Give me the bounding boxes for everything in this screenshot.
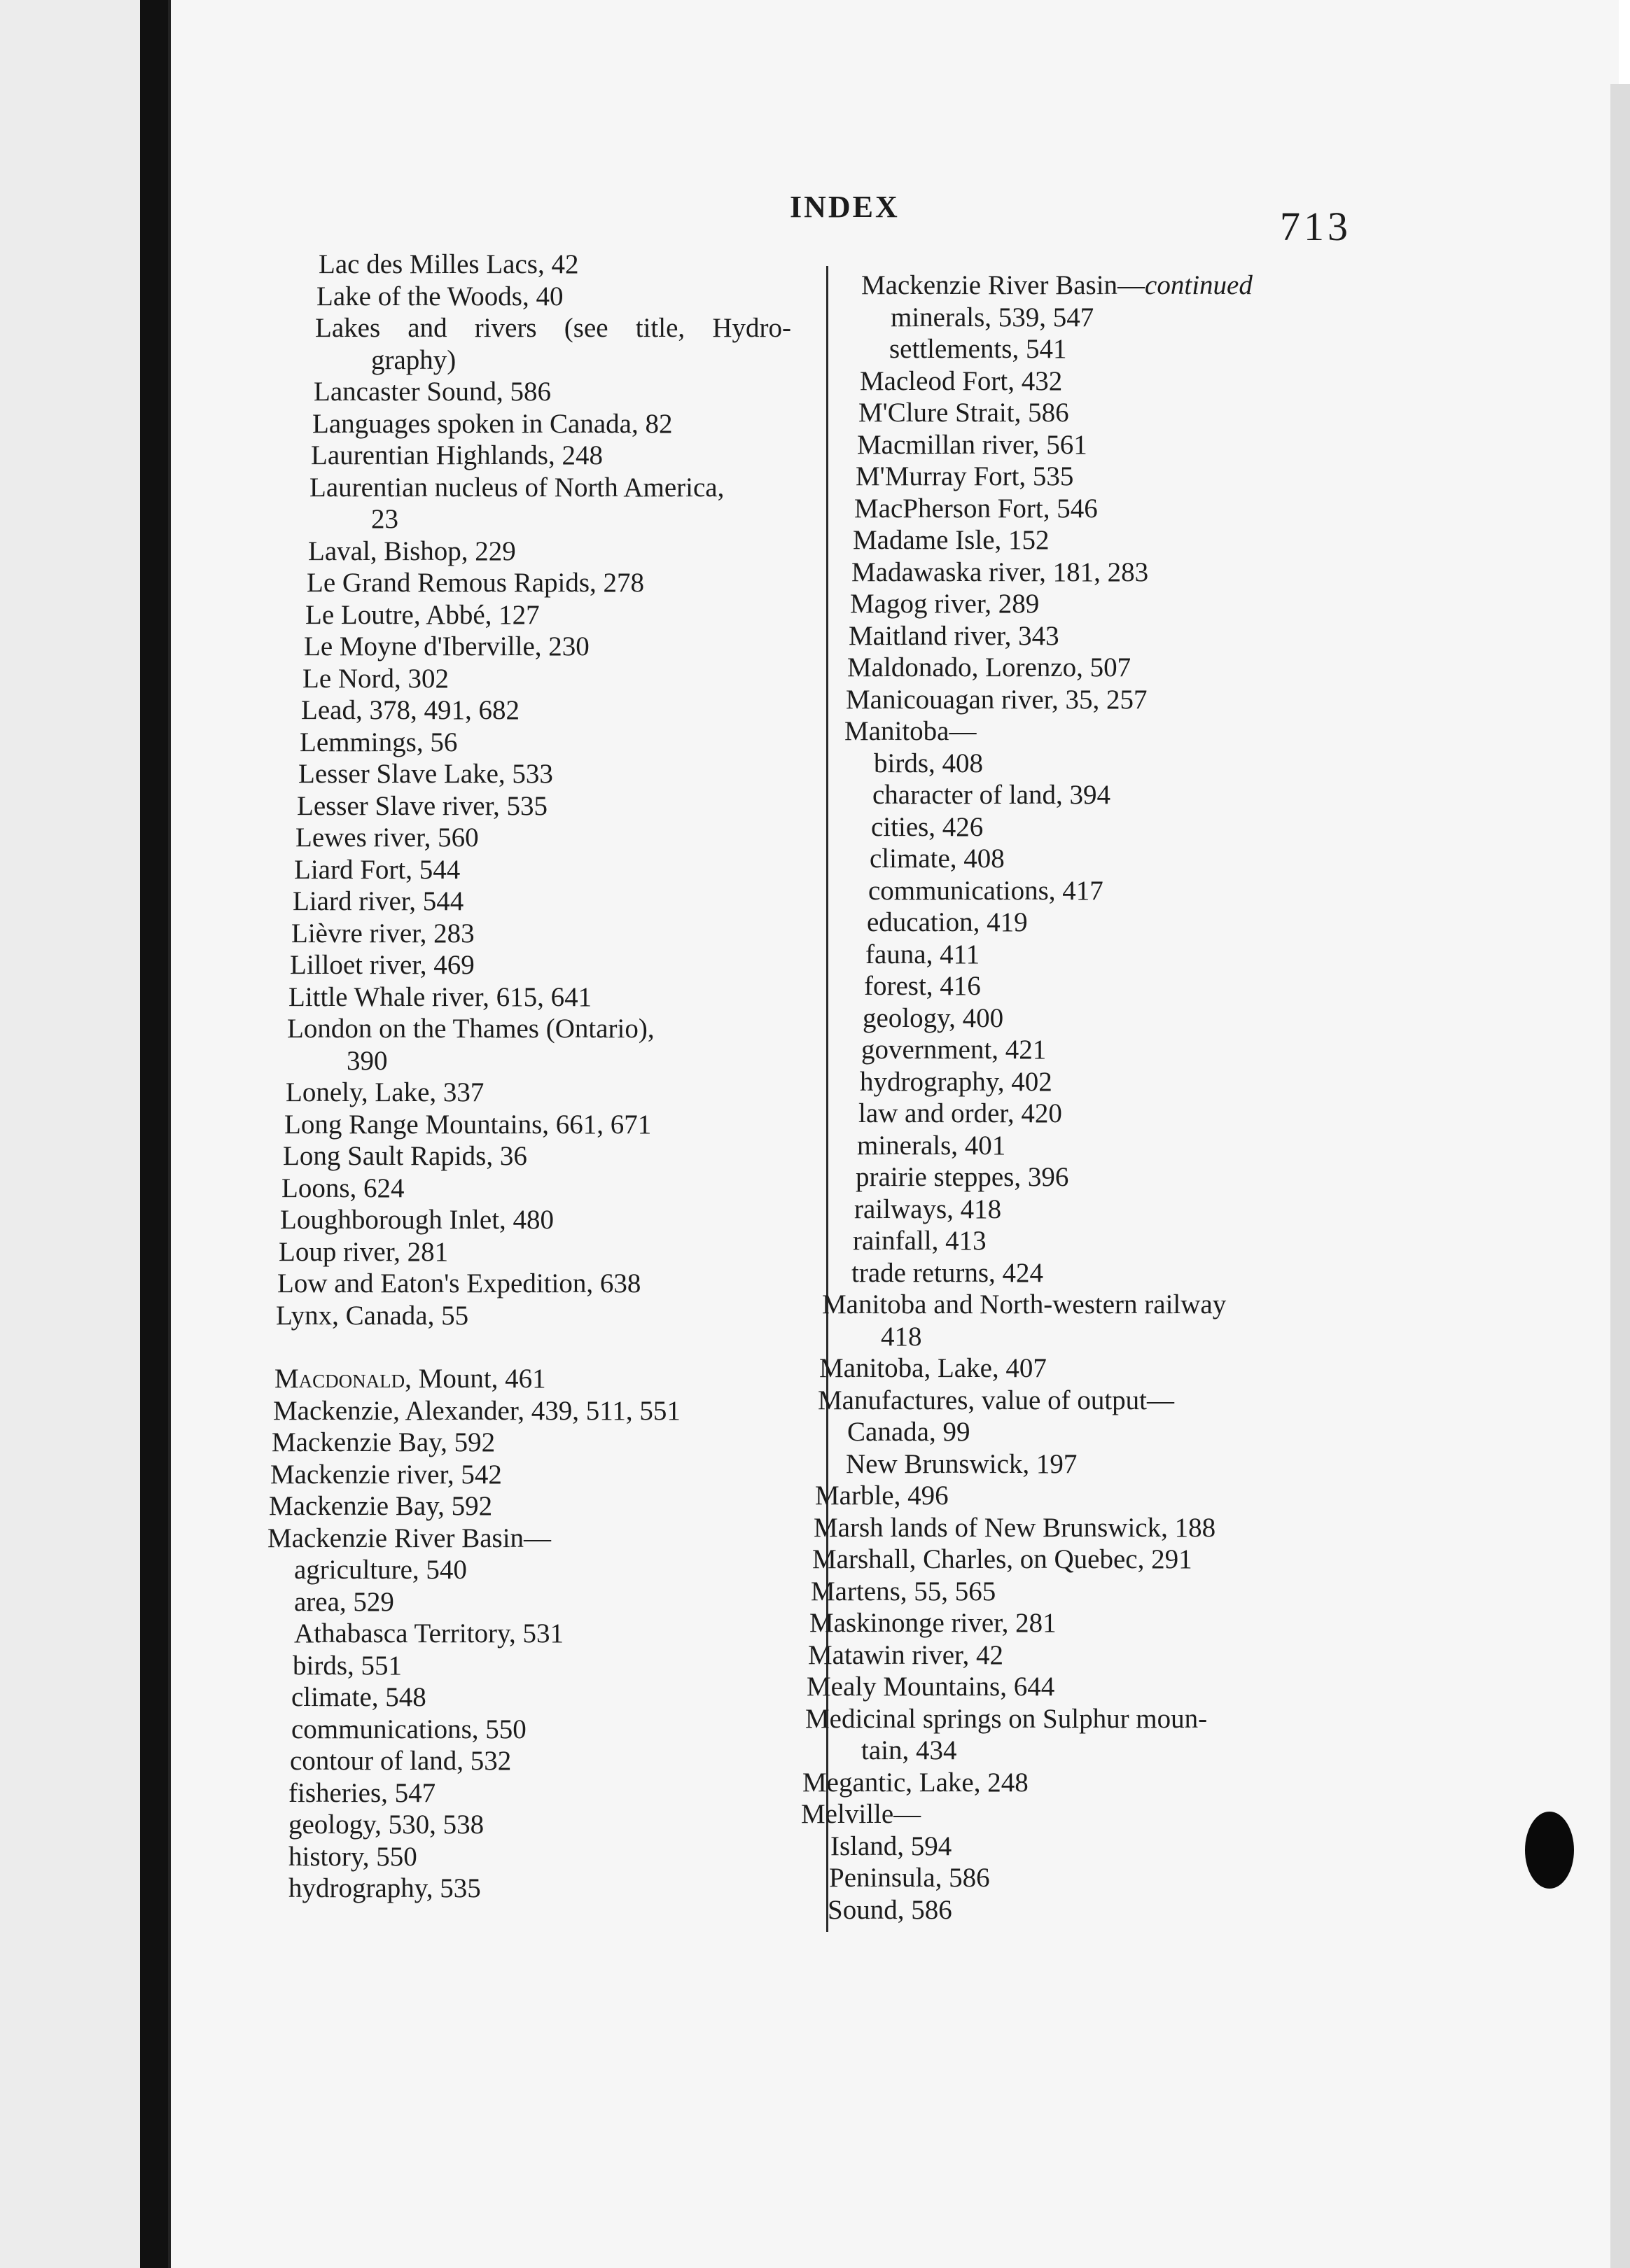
index-entry: Lilloet river, 469 <box>290 950 475 980</box>
index-entry: fauna, 411 <box>865 939 980 969</box>
page-number: 713 <box>1280 204 1351 249</box>
index-entry: minerals, 539, 547 <box>891 302 1094 332</box>
index-column-right <box>791 270 1386 1926</box>
index-entry: Le Moyne d'Iberville, 230 <box>304 631 590 662</box>
index-entry: 390 <box>347 1045 388 1076</box>
index-entry: Laurentian Highlands, 248 <box>311 440 603 470</box>
index-entry: London on the Thames (Ontario), <box>287 1014 655 1044</box>
index-entry: Lead, 378, 491, 682 <box>301 695 520 725</box>
index-entry: Lonely, Lake, 337 <box>286 1077 485 1107</box>
index-entry: Marsh lands of New Brunswick, 188 <box>814 1512 1216 1543</box>
index-entry: Loons, 624 <box>281 1172 405 1203</box>
index-entry: character of land, 394 <box>872 780 1110 810</box>
index-entry: Lancaster Sound, 586 <box>314 377 552 407</box>
index-entry: prairie steppes, 396 <box>856 1162 1069 1192</box>
index-entry: Loup river, 281 <box>279 1236 449 1267</box>
entry-head-smallcaps: Macdonald <box>274 1364 405 1394</box>
index-entry: Magog river, 289 <box>850 589 1040 619</box>
index-entry: climate, 548 <box>291 1682 426 1712</box>
index-entry: area, 529 <box>294 1586 394 1617</box>
index-entry: settlements, 541 <box>889 334 1067 364</box>
index-entry: Madame Isle, 152 <box>853 525 1050 555</box>
index-entry: Languages spoken in Canada, 82 <box>312 408 673 439</box>
index-entry: education, 419 <box>867 907 1028 937</box>
index-entry: Manitoba, Lake, 407 <box>819 1353 1047 1383</box>
index-entry: M'Murray Fort, 535 <box>856 461 1074 491</box>
index-entry: Manitoba— <box>844 716 977 746</box>
index-entry: birds, 408 <box>874 748 983 778</box>
index-entry: Mackenzie Bay, 592 <box>272 1427 496 1457</box>
entry-italic-continued: continued <box>1145 270 1253 300</box>
index-entry: Sound, 586 <box>828 1894 952 1925</box>
index-entry: Manicouagan river, 35, 257 <box>846 684 1148 715</box>
index-entry: Mackenzie River Basin— <box>267 1522 552 1553</box>
index-entry: Loughborough Inlet, 480 <box>280 1205 555 1235</box>
index-entry: graphy) <box>371 344 457 375</box>
index-entry: Maldonado, Lorenzo, 507 <box>847 652 1131 682</box>
index-entry: Lesser Slave Lake, 533 <box>298 759 553 789</box>
index-entry: Long Sault Rapids, 36 <box>283 1141 527 1171</box>
index-entry: Little Whale river, 615, 641 <box>288 981 592 1012</box>
scan-background <box>0 0 162 2268</box>
index-entry: Le Grand Remous Rapids, 278 <box>307 568 645 598</box>
index-entry: Lemmings, 56 <box>300 727 458 757</box>
index-entry: Mackenzie, Alexander, 439, 511, 551 <box>273 1395 681 1426</box>
index-entry: Madawaska river, 181, 283 <box>851 556 1149 587</box>
index-entry: Mealy Mountains, 644 <box>807 1672 1055 1702</box>
index-entry: Lakes and rivers (see title, Hydro- <box>315 313 791 343</box>
index-entry: tain, 434 <box>861 1735 957 1765</box>
index-entry: MacPherson Fort, 546 <box>854 493 1098 524</box>
index-entry: Manufactures, value of output— <box>818 1385 1175 1415</box>
binding-hole <box>1525 1812 1574 1889</box>
entry-rest: , Mount, 461 <box>405 1364 546 1394</box>
index-entry: geology, 530, 538 <box>288 1809 485 1840</box>
index-entry: Le Nord, 302 <box>302 663 450 694</box>
index-entry: Marshall, Charles, on Quebec, 291 <box>812 1544 1192 1574</box>
index-entry: geology, 400 <box>863 1002 1004 1033</box>
index-entry: Maskinonge river, 281 <box>809 1608 1057 1638</box>
index-entry: forest, 416 <box>864 971 981 1001</box>
index-entry: Lynx, Canada, 55 <box>276 1300 469 1331</box>
index-entry: M'Clure Strait, 586 <box>858 398 1069 428</box>
index-entry: cities, 426 <box>871 811 984 842</box>
index-entry <box>266 1363 812 1395</box>
index-entry: 23 <box>371 504 398 534</box>
index-entry: communications, 417 <box>868 875 1103 906</box>
index-entry: Manitoba and North-western railway <box>822 1289 1227 1320</box>
index-entry: agriculture, 540 <box>294 1555 467 1585</box>
index-entry: New Brunswick, 197 <box>846 1448 1078 1479</box>
index-entry: Long Range Mountains, 661, 671 <box>284 1109 652 1140</box>
index-entry: hydrography, 402 <box>860 1066 1052 1097</box>
running-head: INDEX <box>790 190 900 224</box>
index-entry: trade returns, 424 <box>851 1257 1043 1288</box>
index-entry: contour of land, 532 <box>290 1746 512 1776</box>
index-entry: minerals, 401 <box>857 1130 1006 1161</box>
index-entry: Liard Fort, 544 <box>294 854 461 885</box>
index-entry: Megantic, Lake, 248 <box>802 1767 1029 1798</box>
index-entry: Lac des Milles Lacs, 42 <box>319 249 579 279</box>
index-column-left <box>266 248 812 1905</box>
index-entry: Martens, 55, 565 <box>811 1576 996 1606</box>
index-entry: 418 <box>881 1321 922 1352</box>
page-edge-shadow <box>1610 84 1630 2268</box>
index-entry: Medicinal springs on Sulphur moun- <box>805 1703 1208 1734</box>
index-entry: Lake of the Woods, 40 <box>316 281 564 312</box>
index-entry: Matawin river, 42 <box>808 1639 1003 1670</box>
index-entry: Low and Eaton's Expedition, 638 <box>277 1268 641 1298</box>
index-entry: rainfall, 413 <box>853 1226 987 1256</box>
index-entry: climate, 408 <box>870 844 1005 874</box>
index-entry: Peninsula, 586 <box>829 1863 990 1893</box>
index-entry: Lièvre river, 283 <box>291 918 475 948</box>
index-entry: Macleod Fort, 432 <box>860 365 1063 396</box>
index-entry: Laval, Bishop, 229 <box>308 536 516 566</box>
index-entry: law and order, 420 <box>858 1098 1062 1128</box>
index-entry: communications, 550 <box>291 1714 527 1744</box>
entry-text: Mackenzie River Basin— <box>861 270 1145 300</box>
index-entry: Maitland river, 343 <box>849 620 1059 651</box>
index-entry: government, 421 <box>861 1035 1047 1065</box>
index-entry: Liard river, 544 <box>293 886 464 916</box>
index-entry: Macmillan river, 561 <box>857 429 1087 460</box>
index-entry: Athabasca Territory, 531 <box>294 1618 564 1648</box>
index-entry: Laurentian nucleus of North America, <box>309 472 725 503</box>
index-entry: Melville— <box>801 1799 921 1829</box>
index-entry: Island, 594 <box>830 1830 952 1861</box>
index-entry: hydrography, 535 <box>288 1873 481 1903</box>
facing-page-edge <box>140 0 168 2268</box>
index-entry: history, 550 <box>288 1841 417 1872</box>
index-entry: Canada, 99 <box>847 1417 970 1447</box>
index-entry: fisheries, 547 <box>288 1777 436 1808</box>
index-entry: Le Loutre, Abbé, 127 <box>305 599 540 630</box>
index-entry: Lesser Slave river, 535 <box>297 790 548 821</box>
index-entry <box>791 270 1386 302</box>
index-entry: birds, 551 <box>293 1650 402 1681</box>
index-entry: railways, 418 <box>854 1194 1002 1224</box>
index-entry: Mackenzie Bay, 592 <box>269 1491 493 1521</box>
index-entry: Lewes river, 560 <box>295 822 479 853</box>
index-entry: Mackenzie river, 542 <box>270 1459 502 1490</box>
index-entry: Marble, 496 <box>815 1480 949 1511</box>
